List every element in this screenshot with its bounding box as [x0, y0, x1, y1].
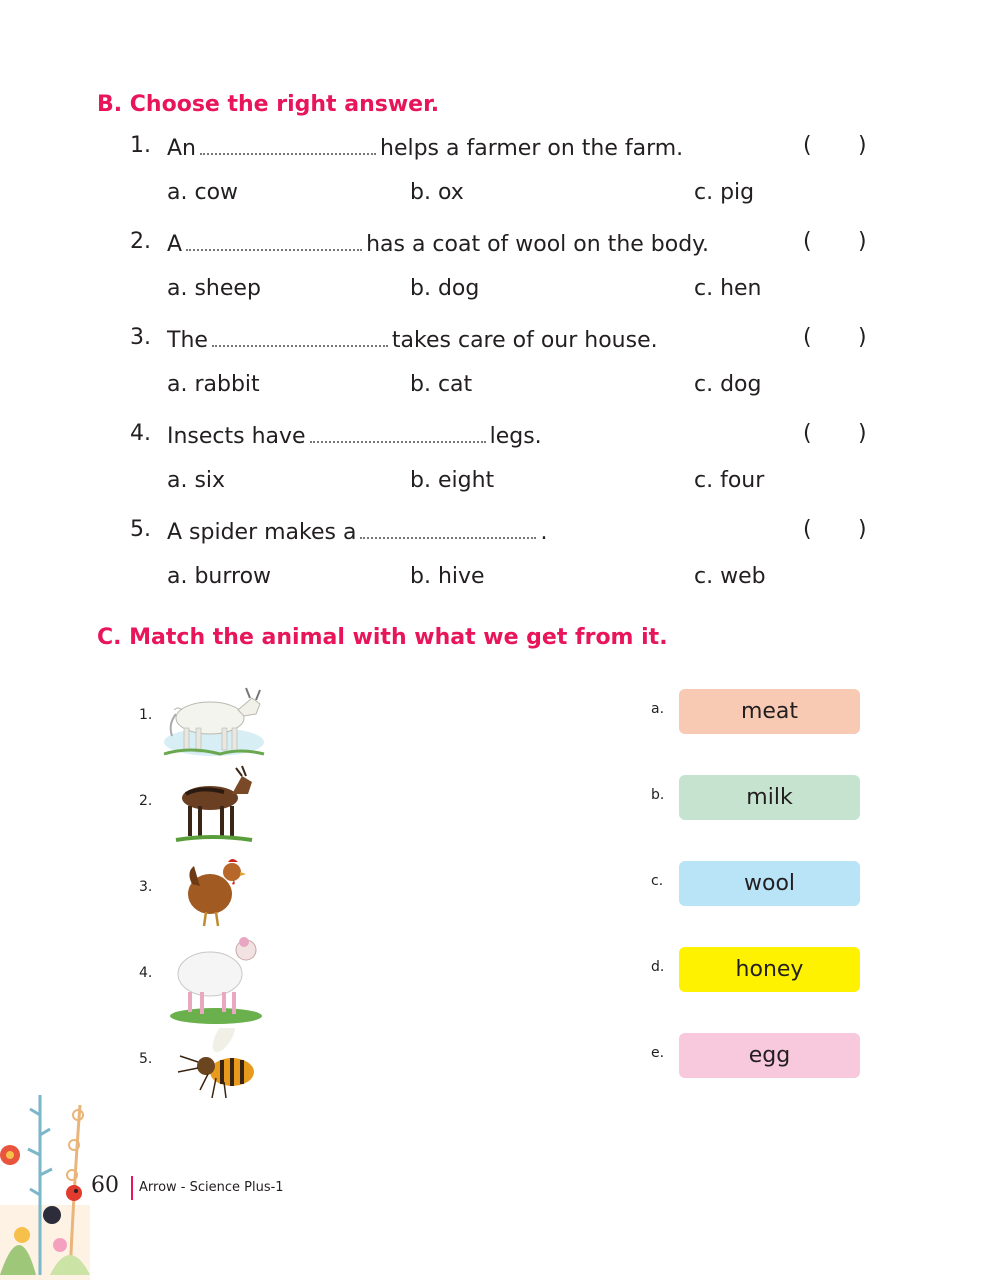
question-text [167, 133, 683, 161]
option-c: c. hen [694, 276, 762, 301]
question-number: 1. [130, 133, 151, 158]
answer-paren-close: ) [858, 517, 867, 542]
option-a: a. cow [167, 180, 239, 205]
answer-blank[interactable] [360, 517, 536, 539]
answer-paren-close: ) [858, 133, 867, 158]
option-b: b. cat [410, 372, 473, 397]
answer-blank[interactable] [200, 133, 376, 155]
question-number: 4. [130, 421, 151, 446]
question-text-after: takes care of our house. [391, 328, 658, 353]
hen-icon [182, 852, 248, 932]
option-c: c. four [694, 468, 765, 493]
question-text [167, 229, 709, 257]
option-a: a. sheep [167, 276, 261, 301]
match-number: 4. [139, 965, 153, 981]
question-text-after: . [540, 520, 548, 545]
option-a: a. six [167, 468, 226, 493]
match-letter: b. [651, 787, 665, 803]
option-b: b. dog [410, 276, 480, 301]
question-text-after: has a coat of wool on the body. [366, 232, 710, 257]
option-b: b. ox [410, 180, 464, 205]
product-egg: egg [679, 1033, 860, 1078]
footer-divider [131, 1176, 133, 1200]
section-b-heading: B. Choose the right answer. [97, 92, 440, 117]
match-number: 5. [139, 1051, 153, 1067]
answer-blank[interactable] [310, 421, 486, 443]
book-title: Arrow - Science Plus-1 [139, 1180, 284, 1195]
match-letter: a. [651, 701, 665, 717]
question-number: 2. [130, 229, 151, 254]
answer-paren-open: ( [803, 133, 812, 158]
answer-blank[interactable] [186, 229, 362, 251]
question-text-after: helps a farmer on the farm. [380, 136, 684, 161]
sheep-icon [168, 932, 264, 1024]
option-c: c. pig [694, 180, 755, 205]
question-1 [0, 133, 1002, 165]
answer-blank[interactable] [212, 325, 388, 347]
question-text [167, 421, 542, 449]
match-number: 3. [139, 879, 153, 895]
option-a: a. burrow [167, 564, 272, 589]
match-number: 2. [139, 793, 153, 809]
question-text-before: The [167, 328, 208, 353]
answer-paren-close: ) [858, 229, 867, 254]
answer-paren-open: ( [803, 517, 812, 542]
question-text [167, 517, 547, 545]
answer-paren-close: ) [858, 421, 867, 446]
section-c-heading: C. Match the animal with what we get from it. [97, 625, 668, 650]
option-c: c. web [694, 564, 766, 589]
question-text-after: legs. [489, 424, 542, 449]
bee-icon [172, 1028, 258, 1100]
cow-icon [160, 676, 268, 760]
match-letter: d. [651, 959, 665, 975]
answer-paren-close: ) [858, 325, 867, 350]
flower-decoration-icon [0, 1085, 96, 1280]
product-milk: milk [679, 775, 860, 820]
question-5 [0, 517, 1002, 549]
match-letter: e. [651, 1045, 665, 1061]
match-number: 1. [139, 707, 153, 723]
question-4 [0, 421, 1002, 453]
page-number: 60 [91, 1173, 119, 1198]
product-wool: wool [679, 861, 860, 906]
goat-icon [172, 764, 256, 844]
question-text-before: A spider makes a [167, 520, 357, 545]
question-text-before: Insects have [167, 424, 306, 449]
question-text-before: An [167, 136, 196, 161]
answer-paren-open: ( [803, 229, 812, 254]
answer-paren-open: ( [803, 421, 812, 446]
question-number: 3. [130, 325, 151, 350]
product-meat: meat [679, 689, 860, 734]
question-text-before: A [167, 232, 183, 257]
option-b: b. eight [410, 468, 495, 493]
option-a: a. rabbit [167, 372, 260, 397]
question-3 [0, 325, 1002, 357]
answer-paren-open: ( [803, 325, 812, 350]
question-number: 5. [130, 517, 151, 542]
option-c: c. dog [694, 372, 762, 397]
match-letter: c. [651, 873, 664, 889]
option-b: b. hive [410, 564, 485, 589]
question-2 [0, 229, 1002, 261]
product-honey: honey [679, 947, 860, 992]
question-text [167, 325, 658, 353]
